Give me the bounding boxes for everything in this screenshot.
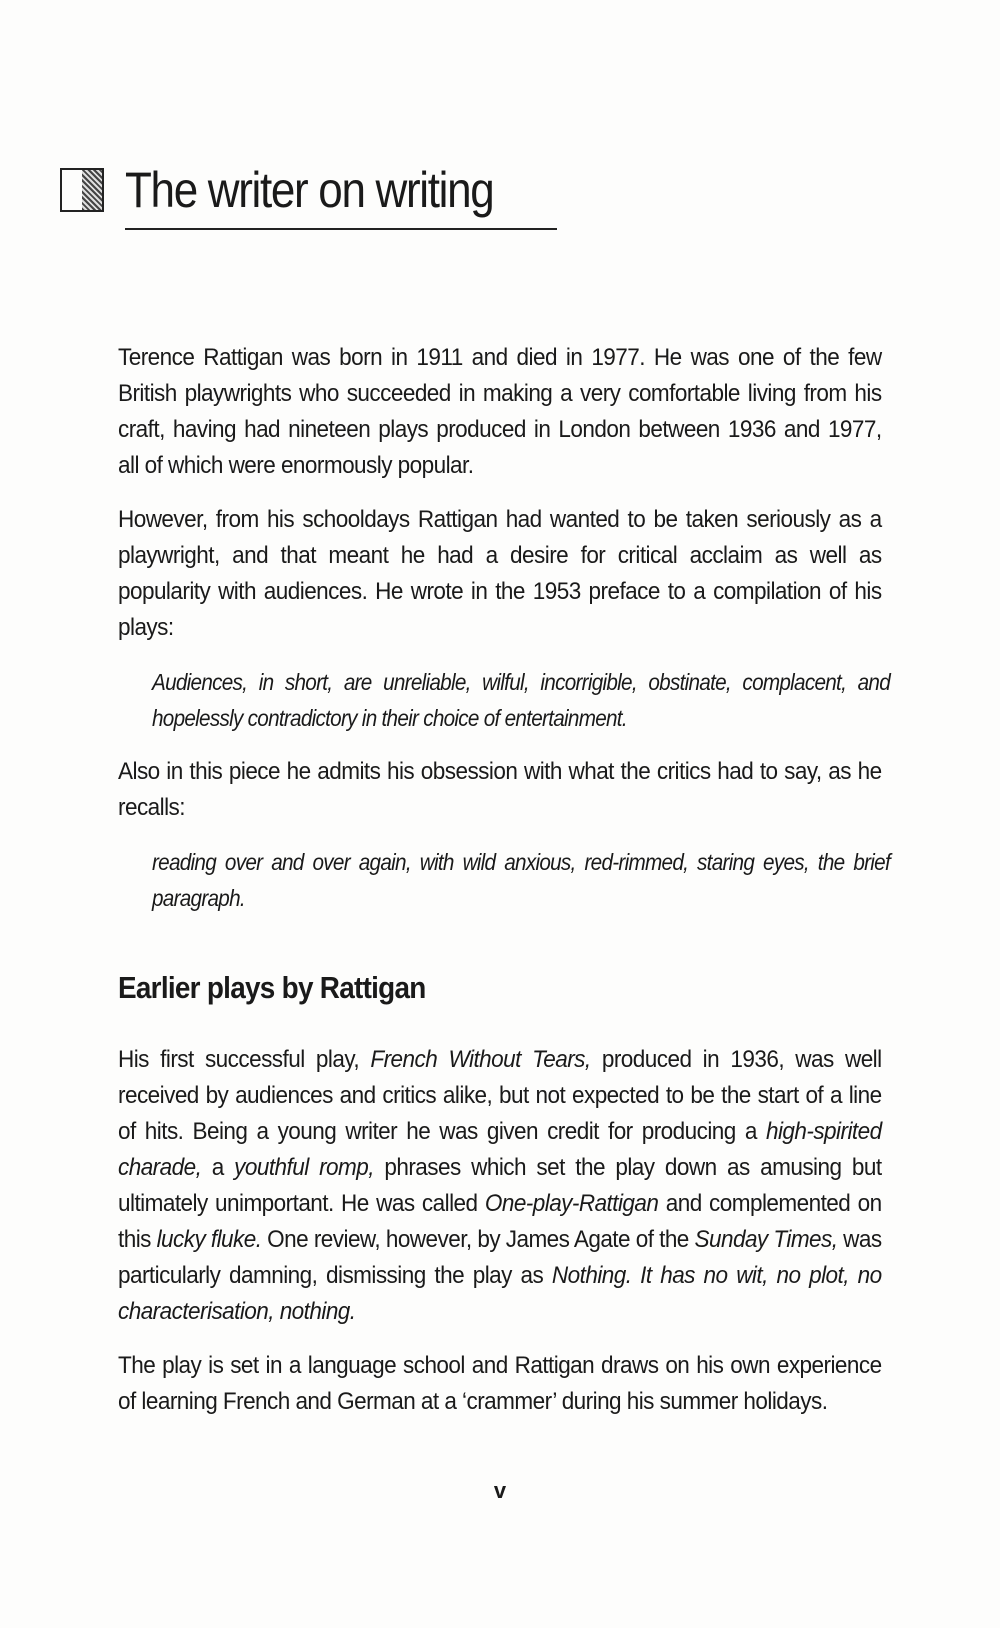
quoted-phrase-italic: high-spirited charade,: [118, 1118, 882, 1181]
play-title-italic: French Without Tears,: [370, 1046, 591, 1073]
text-run: His first successful play,: [118, 1046, 371, 1073]
newspaper-title-italic: Sunday Times,: [694, 1226, 838, 1253]
text-run: One review, however, by James Agate of the: [261, 1226, 695, 1253]
quoted-phrase-italic: lucky fluke.: [156, 1226, 262, 1253]
quoted-phrase-italic: One-play-Rattigan: [484, 1190, 659, 1217]
chapter-marker-icon: [60, 168, 104, 212]
text-run: and complemented on this: [118, 1190, 882, 1253]
intro-paragraph-2: However, from his schooldays Rattigan had wanted to be taken seriously as a playwright, and that meant he had a desire for critical acclaim as well as popularity with audiences. He wrote in the 1953 preface to a compilation of his plays:: [118, 506, 882, 641]
block-quote-2: reading over and over again, with wild anxious, red-rimmed, staring eyes, the brief paragraph.: [152, 849, 890, 911]
chapter-title-underline: [125, 228, 557, 230]
review-quote-italic: Nothing. It has no wit, no plot, no characterisation, nothing.: [118, 1262, 882, 1325]
text-run: phrases which set the play down as amusing but ultimately unimportant. He was called: [118, 1154, 882, 1217]
body-text: [118, 340, 928, 1438]
earlier-plays-paragraph-2: The play is set in a language school and Rattigan draws on his own experience of learning French and German at a ‘crammer’ during his summer holidays.: [118, 1352, 882, 1415]
page-number: v: [493, 1478, 507, 1503]
chapter-title: The writer on writing: [125, 162, 494, 218]
section-heading: Earlier plays by Rattigan: [118, 970, 426, 1005]
intro-paragraph-3: Also in this piece he admits his obsession with what the critics had to say, as he recalls:: [118, 758, 882, 821]
quoted-phrase-italic: youthful romp,: [234, 1154, 374, 1181]
intro-paragraph-1: Terence Rattigan was born in 1911 and died in 1977. He was one of the few British playwrights who succeeded in making a very comfortable living from his craft, having had nineteen plays produced in London between 1936 and 1977, all of which were enormously popular.: [118, 344, 882, 479]
chapter-header: [60, 150, 500, 240]
block-quote-1: Audiences, in short, are unreliable, wilful, incorrigible, obstinate, complacent, and hopelessly contradictory in their choice of entertainment.: [152, 669, 890, 731]
text-run: was particularly damning, dismissing the play as: [118, 1226, 882, 1289]
text-run: produced in 1936, was well received by audiences and critics alike, but not expected to be the start of a line of hits. Being a young writer he was given credit for producing a: [118, 1046, 882, 1145]
text-run: a: [201, 1154, 235, 1181]
earlier-plays-paragraph-1: [118, 1042, 882, 1330]
